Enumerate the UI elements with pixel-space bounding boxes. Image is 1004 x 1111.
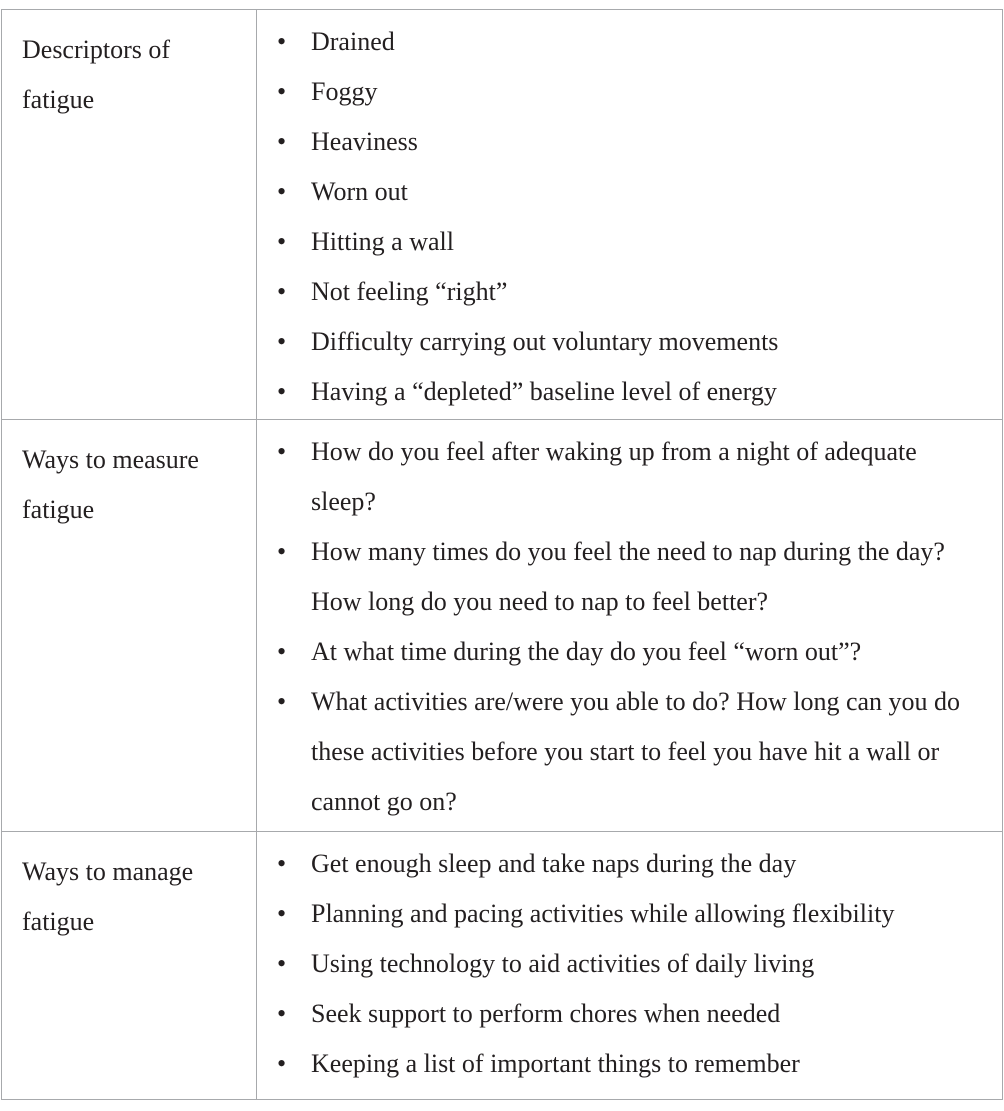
list-item [277,167,988,217]
measure-list [277,427,988,827]
fatigue-table [1,9,1003,1100]
bullet-icon: • [277,849,287,878]
list-item-text: Get enough sleep and take naps during the day [311,849,797,878]
table-row-descriptors [2,10,1003,420]
bullet-icon: • [277,999,287,1028]
list-item [277,939,988,989]
list-item [277,889,988,939]
list-item [277,1039,988,1089]
bullet-icon: • [277,277,287,306]
list-item-text: How do you feel after waking up from a night of adequate sleep? [311,437,917,516]
list-item [277,527,988,627]
list-item [277,367,988,417]
bullet-icon: • [277,377,287,406]
bullet-icon: • [277,1049,287,1078]
descriptors-list [277,17,988,417]
list-item [277,217,988,267]
list-item-text: Drained [311,27,395,56]
list-item [277,427,988,527]
bullet-icon: • [277,77,287,106]
list-item [277,317,988,367]
list-item-text: Foggy [311,77,378,106]
row-label-manage: Ways to manage fatigue [2,832,257,1100]
bullet-icon: • [277,899,287,928]
bullet-icon: • [277,637,287,666]
row-items-descriptors [257,10,1003,420]
list-item-text: Worn out [311,177,408,206]
list-item-text: Keeping a list of important things to remember [311,1049,800,1078]
list-item [277,17,988,67]
bullet-icon: • [277,127,287,156]
list-item [277,839,988,889]
list-item [277,677,988,827]
bullet-icon: • [277,177,287,206]
list-item-text: Planning and pacing activities while allowing flexibility [311,899,895,928]
list-item-text: Difficulty carrying out voluntary movements [311,327,779,356]
row-label-descriptors: Descriptors of fatigue [2,10,257,420]
list-item [277,117,988,167]
list-item-text: Using technology to aid activities of daily living [311,949,815,978]
table-row-manage [2,832,1003,1100]
bullet-icon: • [277,537,287,566]
bullet-icon: • [277,227,287,256]
row-items-manage [257,832,1003,1100]
list-item-text: How many times do you feel the need to nap during the day? How long do you need to nap to feel better? [311,537,945,616]
list-item [277,627,988,677]
list-item-text: Having a “depleted” baseline level of energy [311,377,777,406]
list-item-text: Seek support to perform chores when needed [311,999,781,1028]
manage-list [277,839,988,1089]
list-item [277,989,988,1039]
bullet-icon: • [277,27,287,56]
bullet-icon: • [277,437,287,466]
row-label-measure: Ways to measure fatigue [2,420,257,832]
list-item-text: Not feeling “right” [311,277,508,306]
row-items-measure [257,420,1003,832]
bullet-icon: • [277,327,287,356]
list-item [277,267,988,317]
bullet-icon: • [277,687,287,716]
list-item-text: Heaviness [311,127,418,156]
list-item-text: Hitting a wall [311,227,454,256]
list-item-text: What activities are/were you able to do? How long can you do these activities before you start to feel you have hit a wall or cannot go on? [311,687,961,816]
list-item-text: At what time during the day do you feel “worn out”? [311,637,862,666]
list-item [277,67,988,117]
table-row-measure [2,420,1003,832]
bullet-icon: • [277,949,287,978]
